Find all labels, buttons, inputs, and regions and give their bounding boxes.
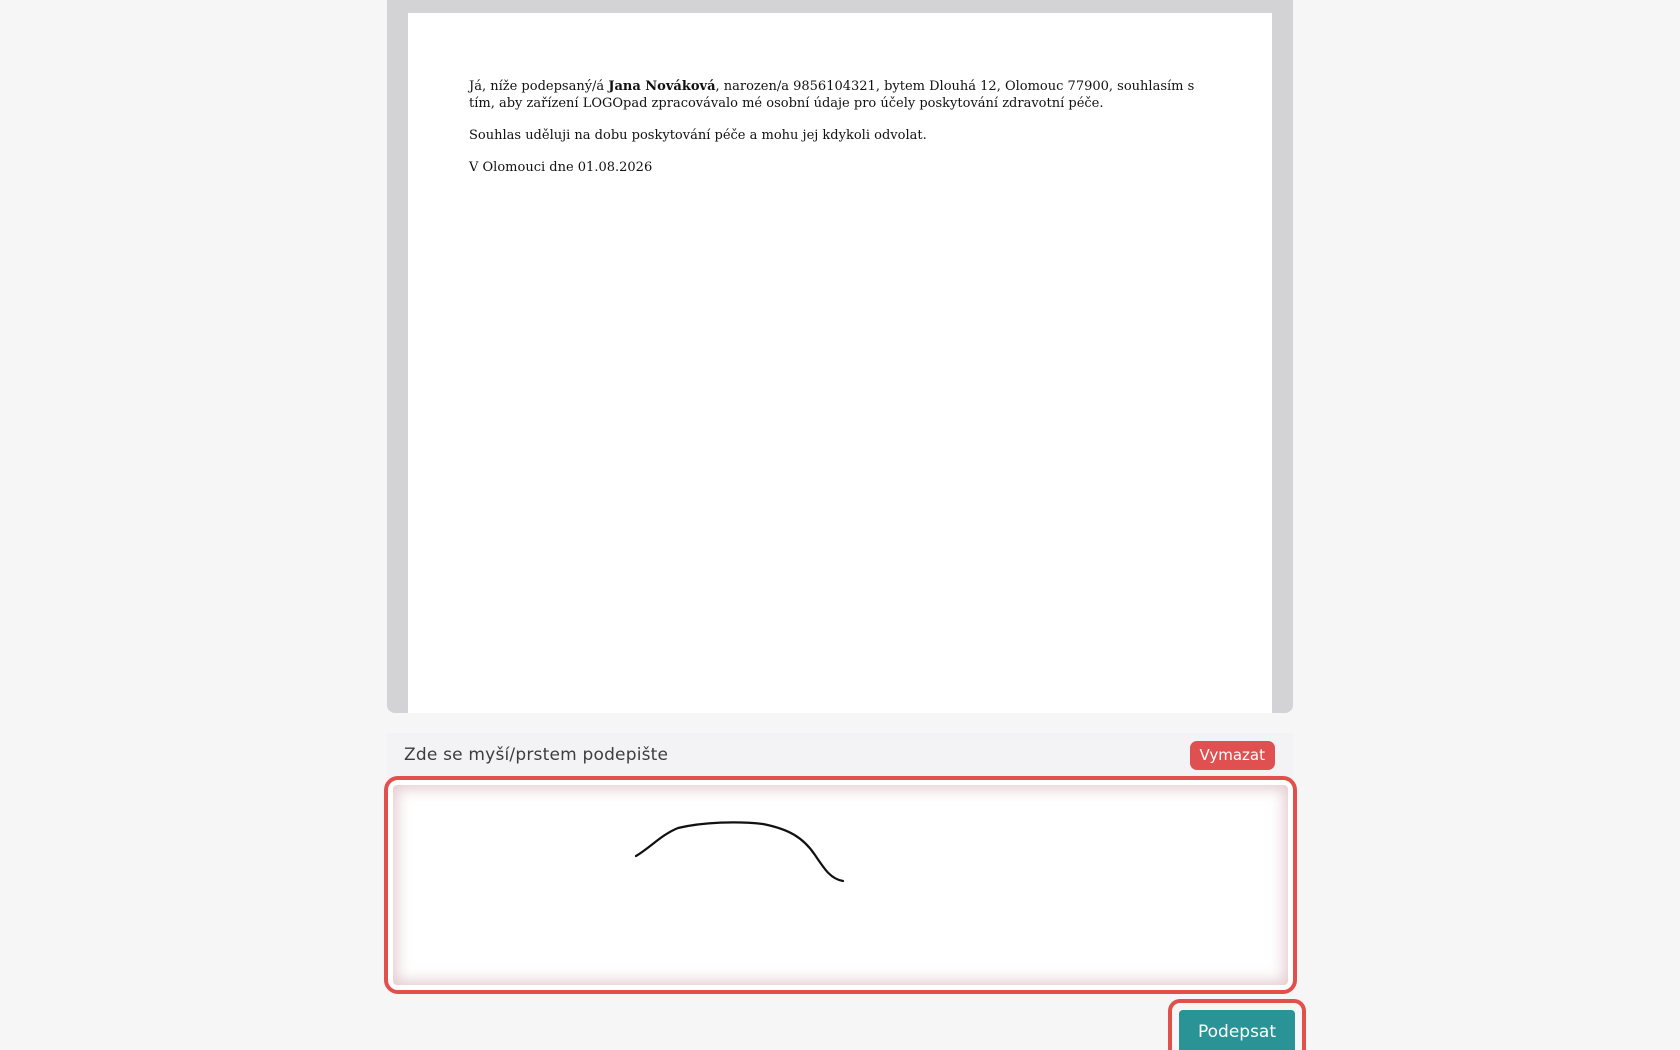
signature-stroke — [393, 785, 1288, 985]
consent-paragraph — [469, 78, 1209, 112]
sign-submit-button[interactable]: Podepsat — [1179, 1010, 1295, 1050]
document-viewer[interactable] — [387, 0, 1293, 713]
signature-header — [387, 733, 1293, 779]
signature-pad[interactable] — [393, 785, 1288, 985]
clear-button[interactable]: Vymazat — [1190, 741, 1276, 770]
document-text — [469, 78, 1209, 191]
revocation-paragraph: Souhlas uděluji na dobu poskytování péče a mohu jej kdykoli odvolat. — [469, 128, 927, 143]
patient-name: Jana Nováková — [608, 79, 716, 94]
consent-suffix: , narozen/a 9856104321, bytem Dlouhá 12, Olomouc 77900, souhlasím s tím, aby zařízení LOGOpad zpracovávalo mé osobní údaje pro účely poskytování zdravotní péče. — [469, 79, 1195, 111]
submit-button-highlight — [1168, 999, 1306, 1050]
document-page — [408, 13, 1272, 713]
place-date-paragraph: V Olomouci dne 01.08.2026 — [469, 160, 653, 175]
consent-prefix: Já, níže podepsaný/á — [469, 79, 609, 94]
signature-pad-highlight — [384, 776, 1297, 994]
signature-instruction: Zde se myší/prstem podepište — [404, 745, 669, 765]
